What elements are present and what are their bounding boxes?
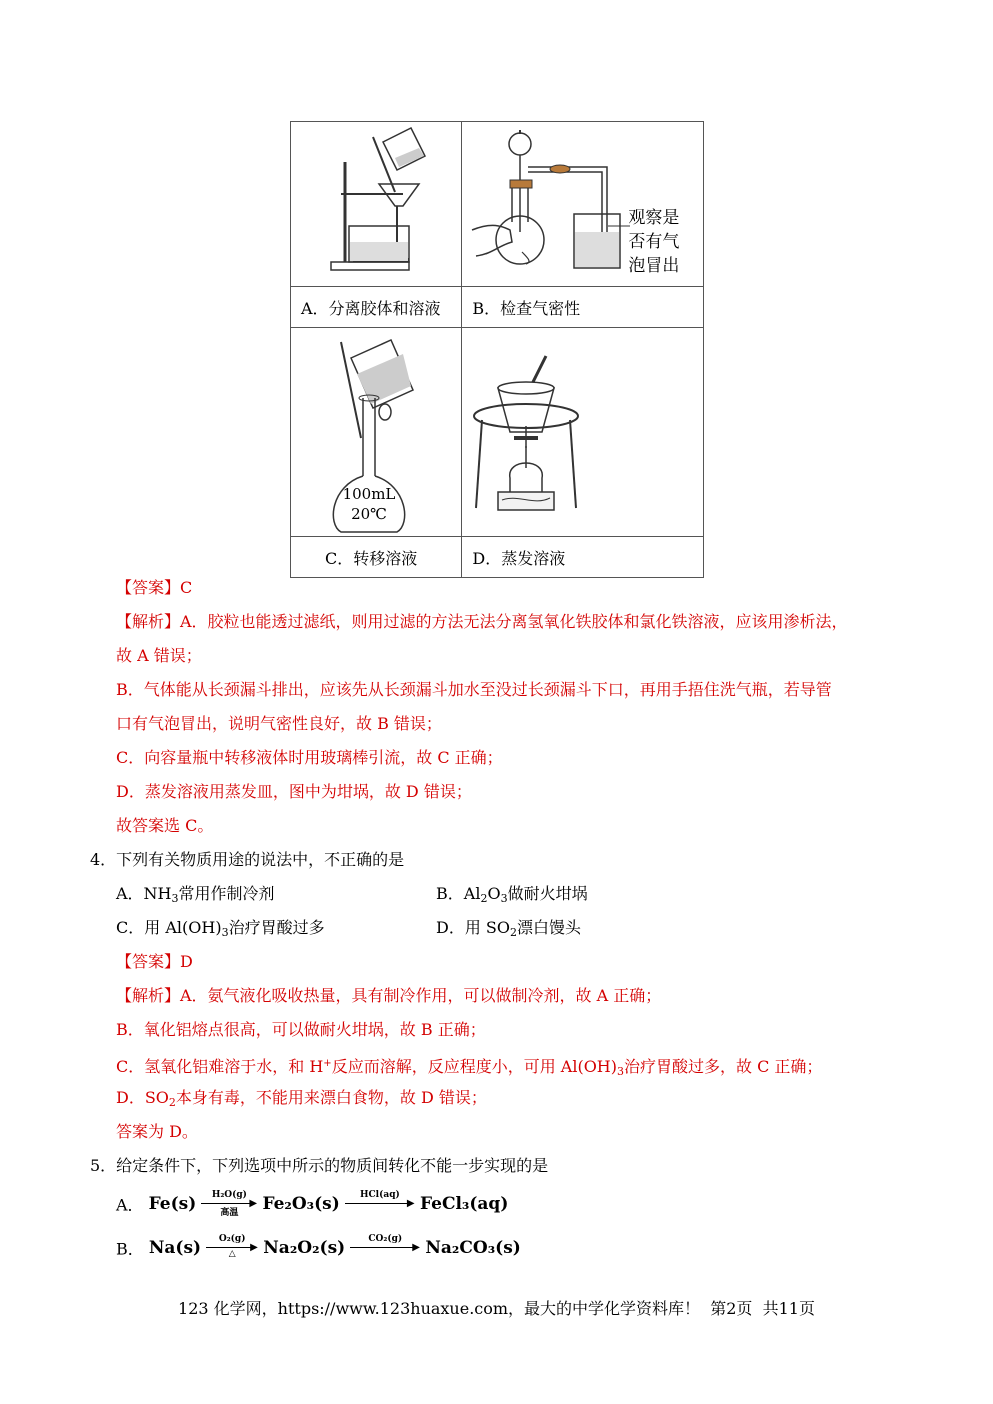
q5-species: Na(s) — [148, 1238, 202, 1258]
q4-analysis-text: C．氢氧化铝难溶于水，和 H — [116, 1057, 324, 1076]
flask-temperature-label: 20℃ — [351, 505, 387, 523]
reaction-arrow — [206, 1234, 258, 1262]
q5-species: Fe(s) — [148, 1194, 197, 1214]
reaction-arrow — [201, 1190, 257, 1218]
q5-stem: 5．给定条件下，下列选项中所示的物质间转化不能一步实现的是 — [90, 1156, 549, 1175]
reaction-arrow — [350, 1234, 420, 1262]
q4-analysis-text: 治疗胃酸过多，故 C 正确； — [624, 1057, 823, 1076]
page-footer: 123 化学网，https://www.123huaxue.com，最大的中学化学资料库！ 第2页 共11页 — [178, 1299, 815, 1318]
figure-d-image — [462, 328, 704, 537]
subscript: 3 — [500, 892, 508, 905]
q5-species: FeCl₃(aq) — [419, 1194, 509, 1214]
subscript: 3 — [617, 1065, 625, 1078]
q5-species: Na₂O₂(s) — [263, 1238, 346, 1258]
figure-d-caption: D．蒸发溶液 — [462, 537, 704, 578]
q4-option-d-text: D．用 SO — [436, 918, 510, 937]
arrow-head-icon: ▶ — [406, 1198, 415, 1209]
q4-analysis-line: 答案为 D。 — [116, 1122, 198, 1141]
q5-option-b-label: B． — [116, 1239, 144, 1259]
q4-analysis-text: 反应而溶解，反应程度小，可用 Al(OH) — [331, 1057, 618, 1076]
subscript: 3 — [171, 892, 179, 905]
q4-analysis-text: 本身有毒，不能用来漂白食物，故 D 错误； — [175, 1088, 487, 1107]
q3-analysis-line: C．向容量瓶中转移液体时用玻璃棒引流，故 C 正确； — [116, 748, 503, 767]
q5-option-a-label: A． — [116, 1195, 144, 1215]
q4-answer: 【答案】D — [116, 952, 193, 971]
arrow-shaft — [350, 1247, 416, 1248]
figure-b-note-line: 观察是 — [628, 208, 680, 228]
figure-a-image — [291, 122, 462, 287]
arrow-shaft — [206, 1247, 254, 1248]
arrow-head-icon: ▶ — [249, 1198, 258, 1209]
q5-species: Na₂CO₃(s) — [425, 1238, 521, 1258]
arrow-condition-top: CO₂(g) — [368, 1234, 403, 1244]
q5-option-b — [116, 1234, 521, 1266]
q3-analysis-line: 【解析】A．胶粒也能透过滤纸，则用过滤的方法无法分离氢氧化铁胶体和氯化铁溶液，应该用渗析法， — [116, 612, 848, 631]
apparatus-figure-table — [290, 121, 704, 578]
subscript: 2 — [510, 926, 517, 939]
q4-option-a — [116, 883, 275, 910]
arrow-condition-bottom: 高温 — [220, 1208, 239, 1218]
figure-c-image — [291, 328, 462, 537]
q3-analysis-line: 口有气泡冒出，说明气密性良好，故 B 错误； — [116, 714, 442, 733]
arrow-condition-top: HCl(aq) — [360, 1190, 400, 1200]
figure-b-caption: B．检查气密性 — [462, 287, 704, 328]
q4-stem: 4．下列有关物质用途的说法中，不正确的是 — [90, 850, 405, 869]
arrow-head-icon: ▶ — [250, 1242, 258, 1253]
superscript: + — [323, 1058, 332, 1069]
subscript: 3 — [221, 926, 229, 939]
q3-answer: 【答案】C — [116, 578, 193, 597]
evaporation-apparatus-icon — [462, 328, 702, 536]
arrow-condition-top: O₂(g) — [218, 1234, 246, 1244]
subscript: 2 — [480, 892, 488, 905]
arrow-condition-top: H₂O(g) — [211, 1190, 247, 1200]
figure-b-note — [628, 206, 679, 278]
arrow-head-icon: ▶ — [412, 1242, 420, 1253]
q4-option-c — [116, 917, 325, 944]
arrow-shaft — [345, 1203, 411, 1204]
q4-option-d-text: 漂白馒头 — [517, 918, 582, 937]
reaction-arrow — [345, 1190, 415, 1218]
q4-analysis-text: D．SO — [116, 1088, 169, 1107]
filtration-apparatus-icon — [291, 122, 461, 286]
q3-analysis-line: 故答案选 C。 — [116, 816, 214, 835]
q4-analysis-line — [116, 1053, 822, 1083]
q4-option-a-text: A．NH — [116, 884, 172, 903]
flask-volume-label: 100mL — [342, 485, 396, 503]
figure-b-note-line: 否有气 — [628, 232, 680, 252]
arrow-shaft — [201, 1203, 253, 1204]
q4-option-b-text: 做耐火坩埚 — [507, 884, 588, 903]
q4-analysis-line — [116, 1087, 487, 1114]
q4-option-b-text: B．Al — [436, 884, 481, 903]
q4-option-a-text: 常用作制冷剂 — [178, 884, 275, 903]
q3-analysis-line: 故 A 错误； — [116, 646, 202, 665]
q5-species: Fe₂O₃(s) — [262, 1194, 340, 1214]
q4-option-c-text: 治疗胃酸过多 — [228, 918, 325, 937]
q3-analysis-line: B．气体能从长颈漏斗排出，应该先从长颈漏斗加水至没过长颈漏斗下口，再用手捂住洗气瓶，若导管 — [116, 680, 832, 699]
q4-option-d — [436, 917, 581, 944]
flask-label — [291, 484, 447, 524]
q4-option-b — [436, 883, 588, 910]
arrow-condition-bottom: △ — [228, 1249, 236, 1259]
figure-b-image — [462, 122, 704, 287]
q5-option-a — [116, 1190, 508, 1222]
q4-option-c-text: C．用 Al(OH) — [116, 918, 222, 937]
q4-analysis-line: 【解析】A．氨气液化吸收热量，具有制冷作用，可以做制冷剂，故 A 正确； — [116, 986, 662, 1005]
q4-option-b-text: O — [487, 884, 501, 903]
q4-analysis-line: B．氧化铝熔点很高，可以做耐火坩埚，故 B 正确； — [116, 1020, 486, 1039]
figure-a-caption: A．分离胶体和溶液 — [291, 287, 462, 328]
figure-c-caption: C．转移溶液 — [291, 537, 462, 578]
figure-b-note-line: 泡冒出 — [628, 256, 680, 276]
q3-analysis-line: D．蒸发溶液用蒸发皿，图中为坩埚，故 D 错误； — [116, 782, 472, 801]
subscript: 2 — [168, 1096, 176, 1109]
